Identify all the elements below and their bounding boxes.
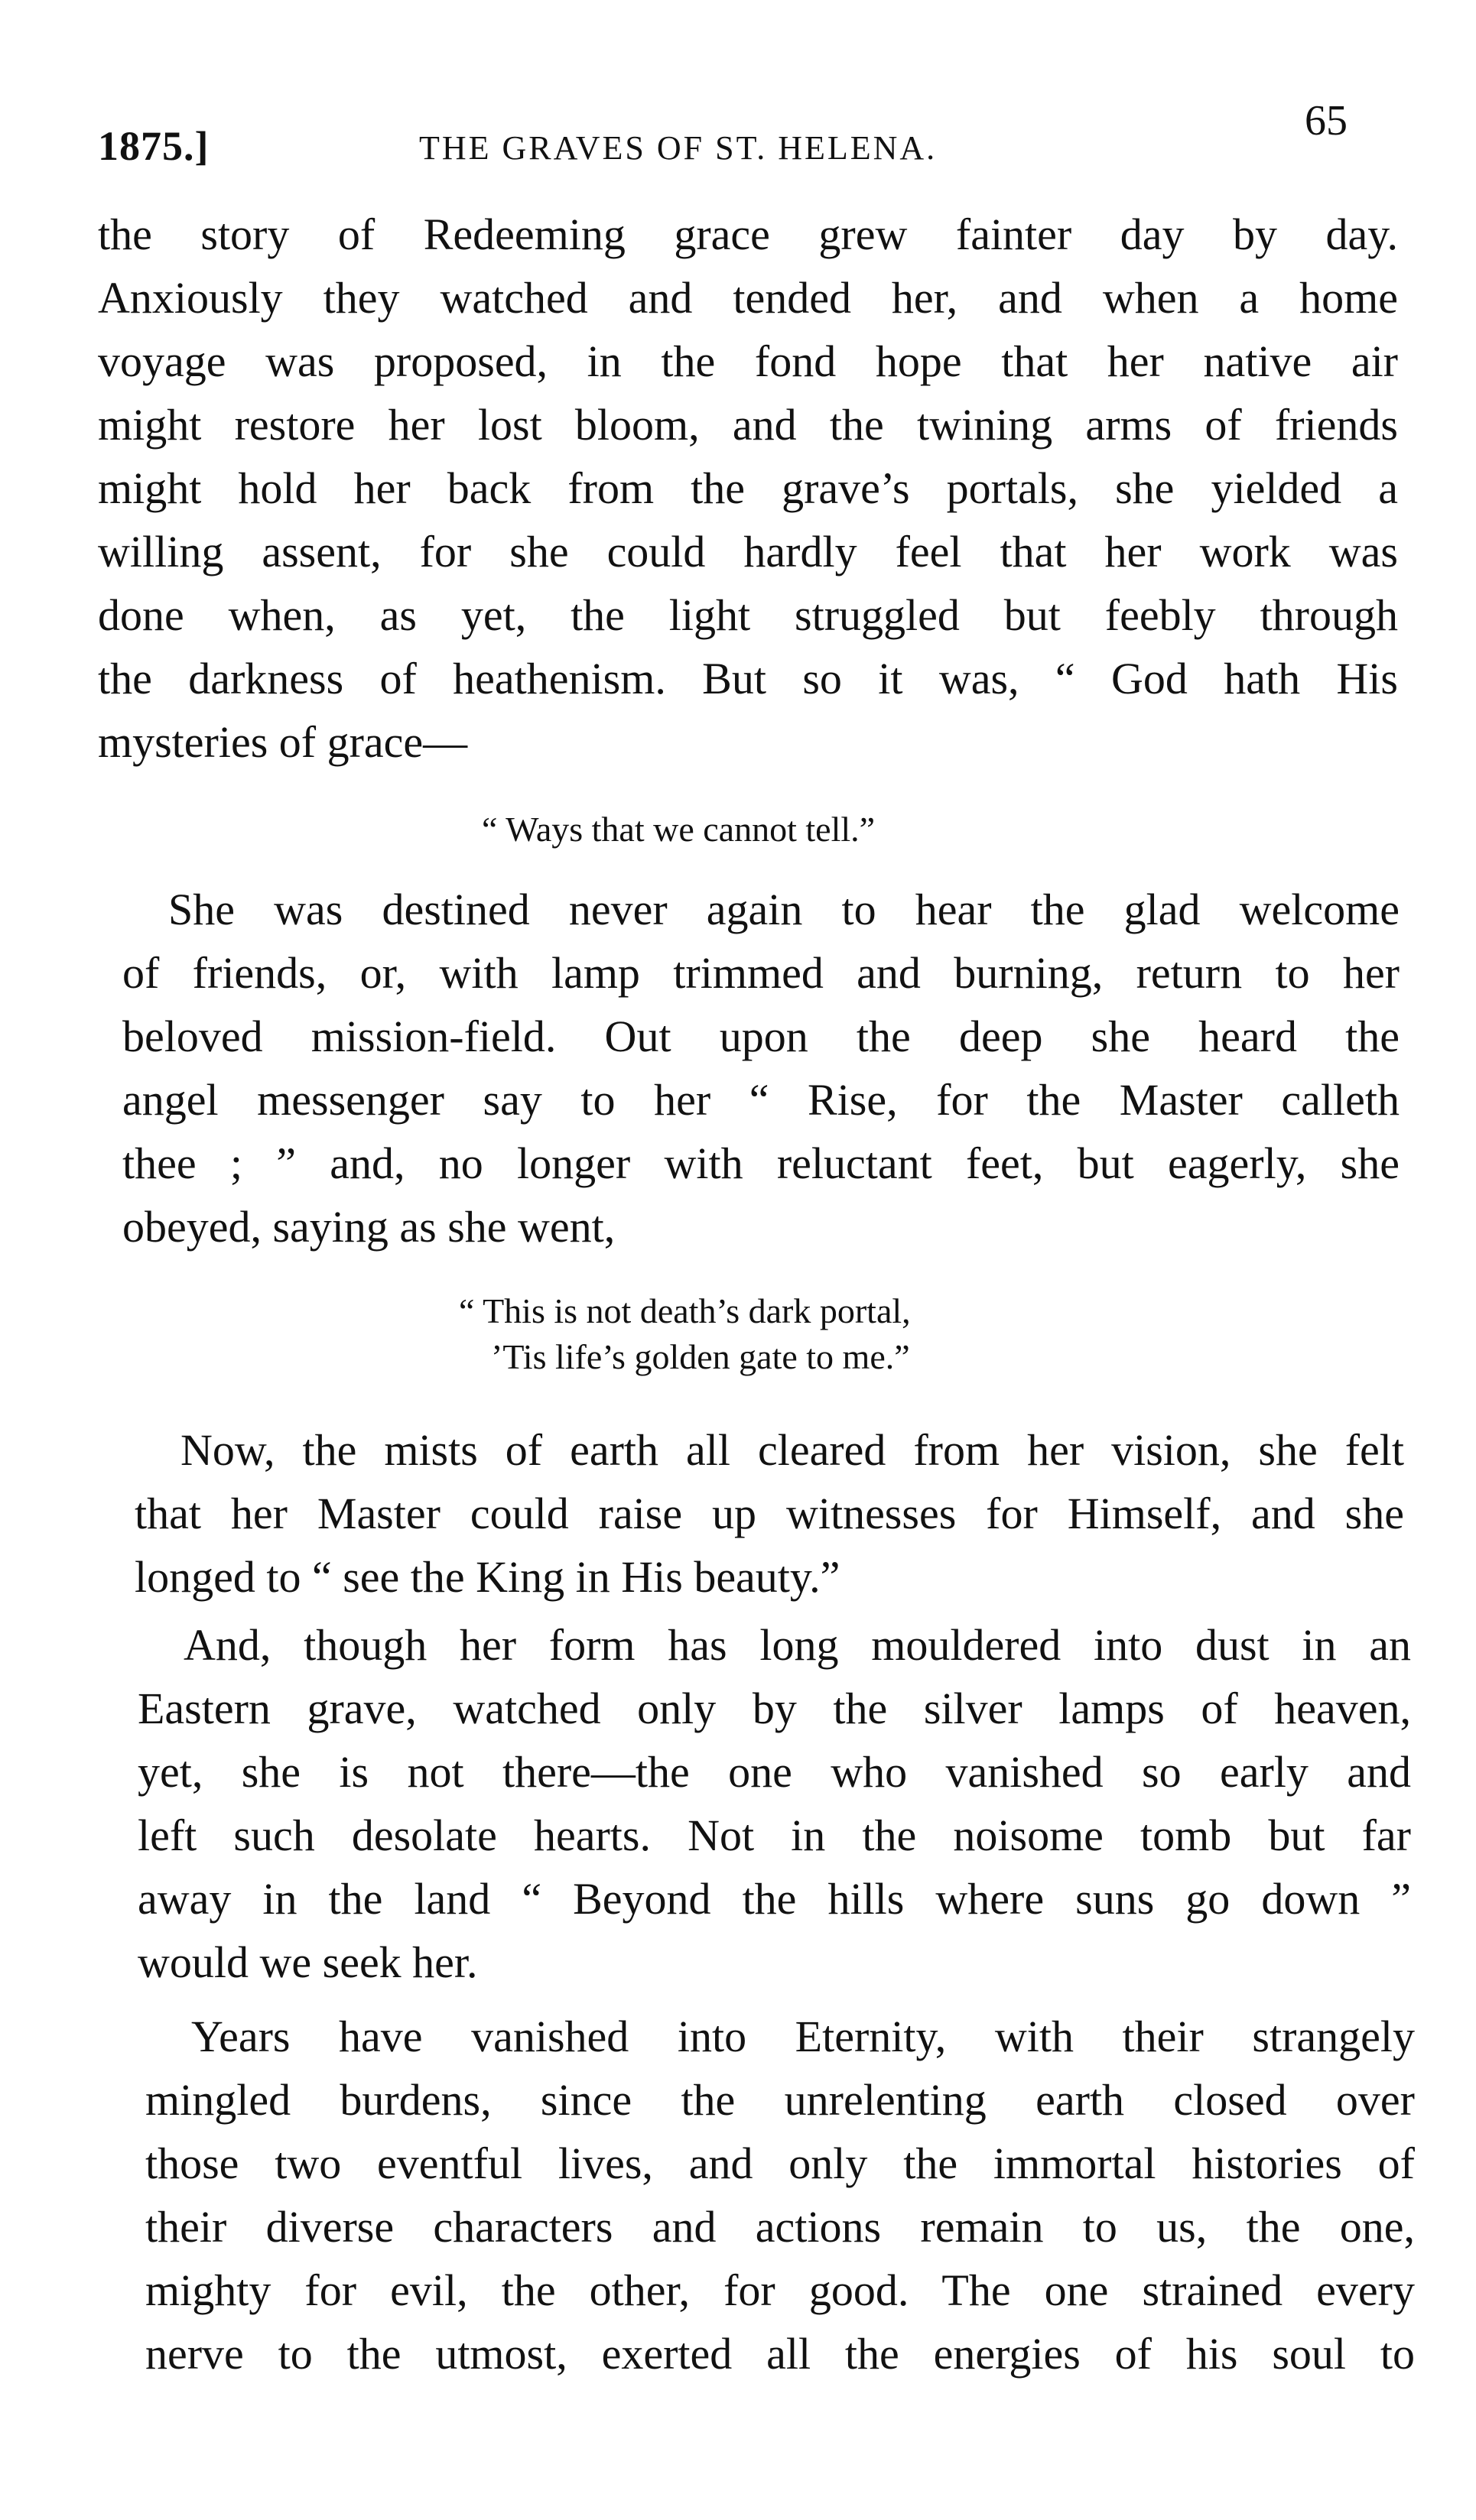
- text-line: nerve to the utmost, exerted all the energies of his soul to: [145, 2329, 1415, 2379]
- paragraph-1: [98, 203, 1398, 774]
- text-line: their diverse characters and actions remain to us, the one,: [145, 2202, 1415, 2252]
- text-line: would we seek her.: [138, 1937, 478, 1987]
- text-line: away in the land “ Beyond the hills where suns go down ”: [138, 1874, 1411, 1924]
- text-line: Eastern grave, watched only by the silver lamps of heaven,: [138, 1684, 1411, 1733]
- text-line: obeyed, saying as she went,: [122, 1202, 616, 1252]
- running-header: [98, 90, 1367, 167]
- header-year: 1875.]: [98, 123, 210, 169]
- text-line: yet, she is not there—the one who vanished so early and: [138, 1747, 1411, 1797]
- text-line: mighty for evil, the other, for good. The one strained every: [145, 2265, 1415, 2315]
- verse-line: “ This is not death’s dark portal,: [459, 1291, 911, 1330]
- paragraph-3: [135, 1418, 1404, 1609]
- text-line: longed to “ see the King in His beauty.”: [135, 1552, 840, 1602]
- text-line: done when, as yet, the light struggled but feebly through: [98, 590, 1398, 640]
- text-line: the story of Redeeming grace grew fainter day by day.: [98, 209, 1398, 259]
- text-line: mingled burdens, since the unrelenting earth closed over: [145, 2075, 1415, 2125]
- text-line: that her Master could raise up witnesses for Himself, and she: [135, 1489, 1404, 1538]
- text-line: might hold her back from the grave’s portals, she yielded a: [98, 463, 1398, 513]
- text-line: She was destined never again to hear the glad welcome: [168, 885, 1400, 934]
- paragraph-2: [122, 878, 1400, 1258]
- text-line: the darkness of heathenism. But so it was, “ God hath His: [98, 654, 1398, 703]
- paragraph-4: [138, 1613, 1411, 1994]
- header-title: THE GRAVES OF ST. HELENA.: [419, 129, 938, 167]
- text-line: Now, the mists of earth all cleared from her vision, she felt: [180, 1425, 1404, 1475]
- text-line: left such desolate hearts. Not in the noisome tomb but far: [138, 1810, 1411, 1860]
- quote-1: “ Ways that we cannot tell.”: [482, 810, 876, 849]
- text-line: might restore her lost bloom, and the twining arms of friends: [98, 400, 1398, 450]
- text-line: those two eventful lives, and only the immortal histories of: [145, 2138, 1415, 2188]
- text-line: willing assent, for she could hardly feel that her work was: [98, 527, 1398, 576]
- quote-2: [459, 1288, 911, 1380]
- text-line: Anxiously they watched and tended her, and when a home: [98, 273, 1398, 323]
- text-line: thee ; ” and, no longer with reluctant feet, but eagerly, she: [122, 1138, 1400, 1188]
- verse-line: ’Tis life’s golden gate to me.”: [491, 1337, 910, 1376]
- text-line: And, though her form has long mouldered into dust in an: [184, 1620, 1411, 1670]
- text-line: voyage was proposed, in the fond hope that her native air: [98, 336, 1398, 386]
- text-line: beloved mission-field. Out upon the deep she heard the: [122, 1012, 1400, 1061]
- page-number: 65: [1305, 97, 1348, 145]
- paragraph-5: [145, 2005, 1415, 2385]
- text-line: mysteries of grace—: [98, 717, 468, 767]
- text-line: angel messenger say to her “ Rise, for the Master calleth: [122, 1075, 1400, 1125]
- text-line: Years have vanished into Eternity, with their strangely: [191, 2012, 1415, 2061]
- text-line: of friends, or, with lamp trimmed and burning, return to her: [122, 948, 1400, 998]
